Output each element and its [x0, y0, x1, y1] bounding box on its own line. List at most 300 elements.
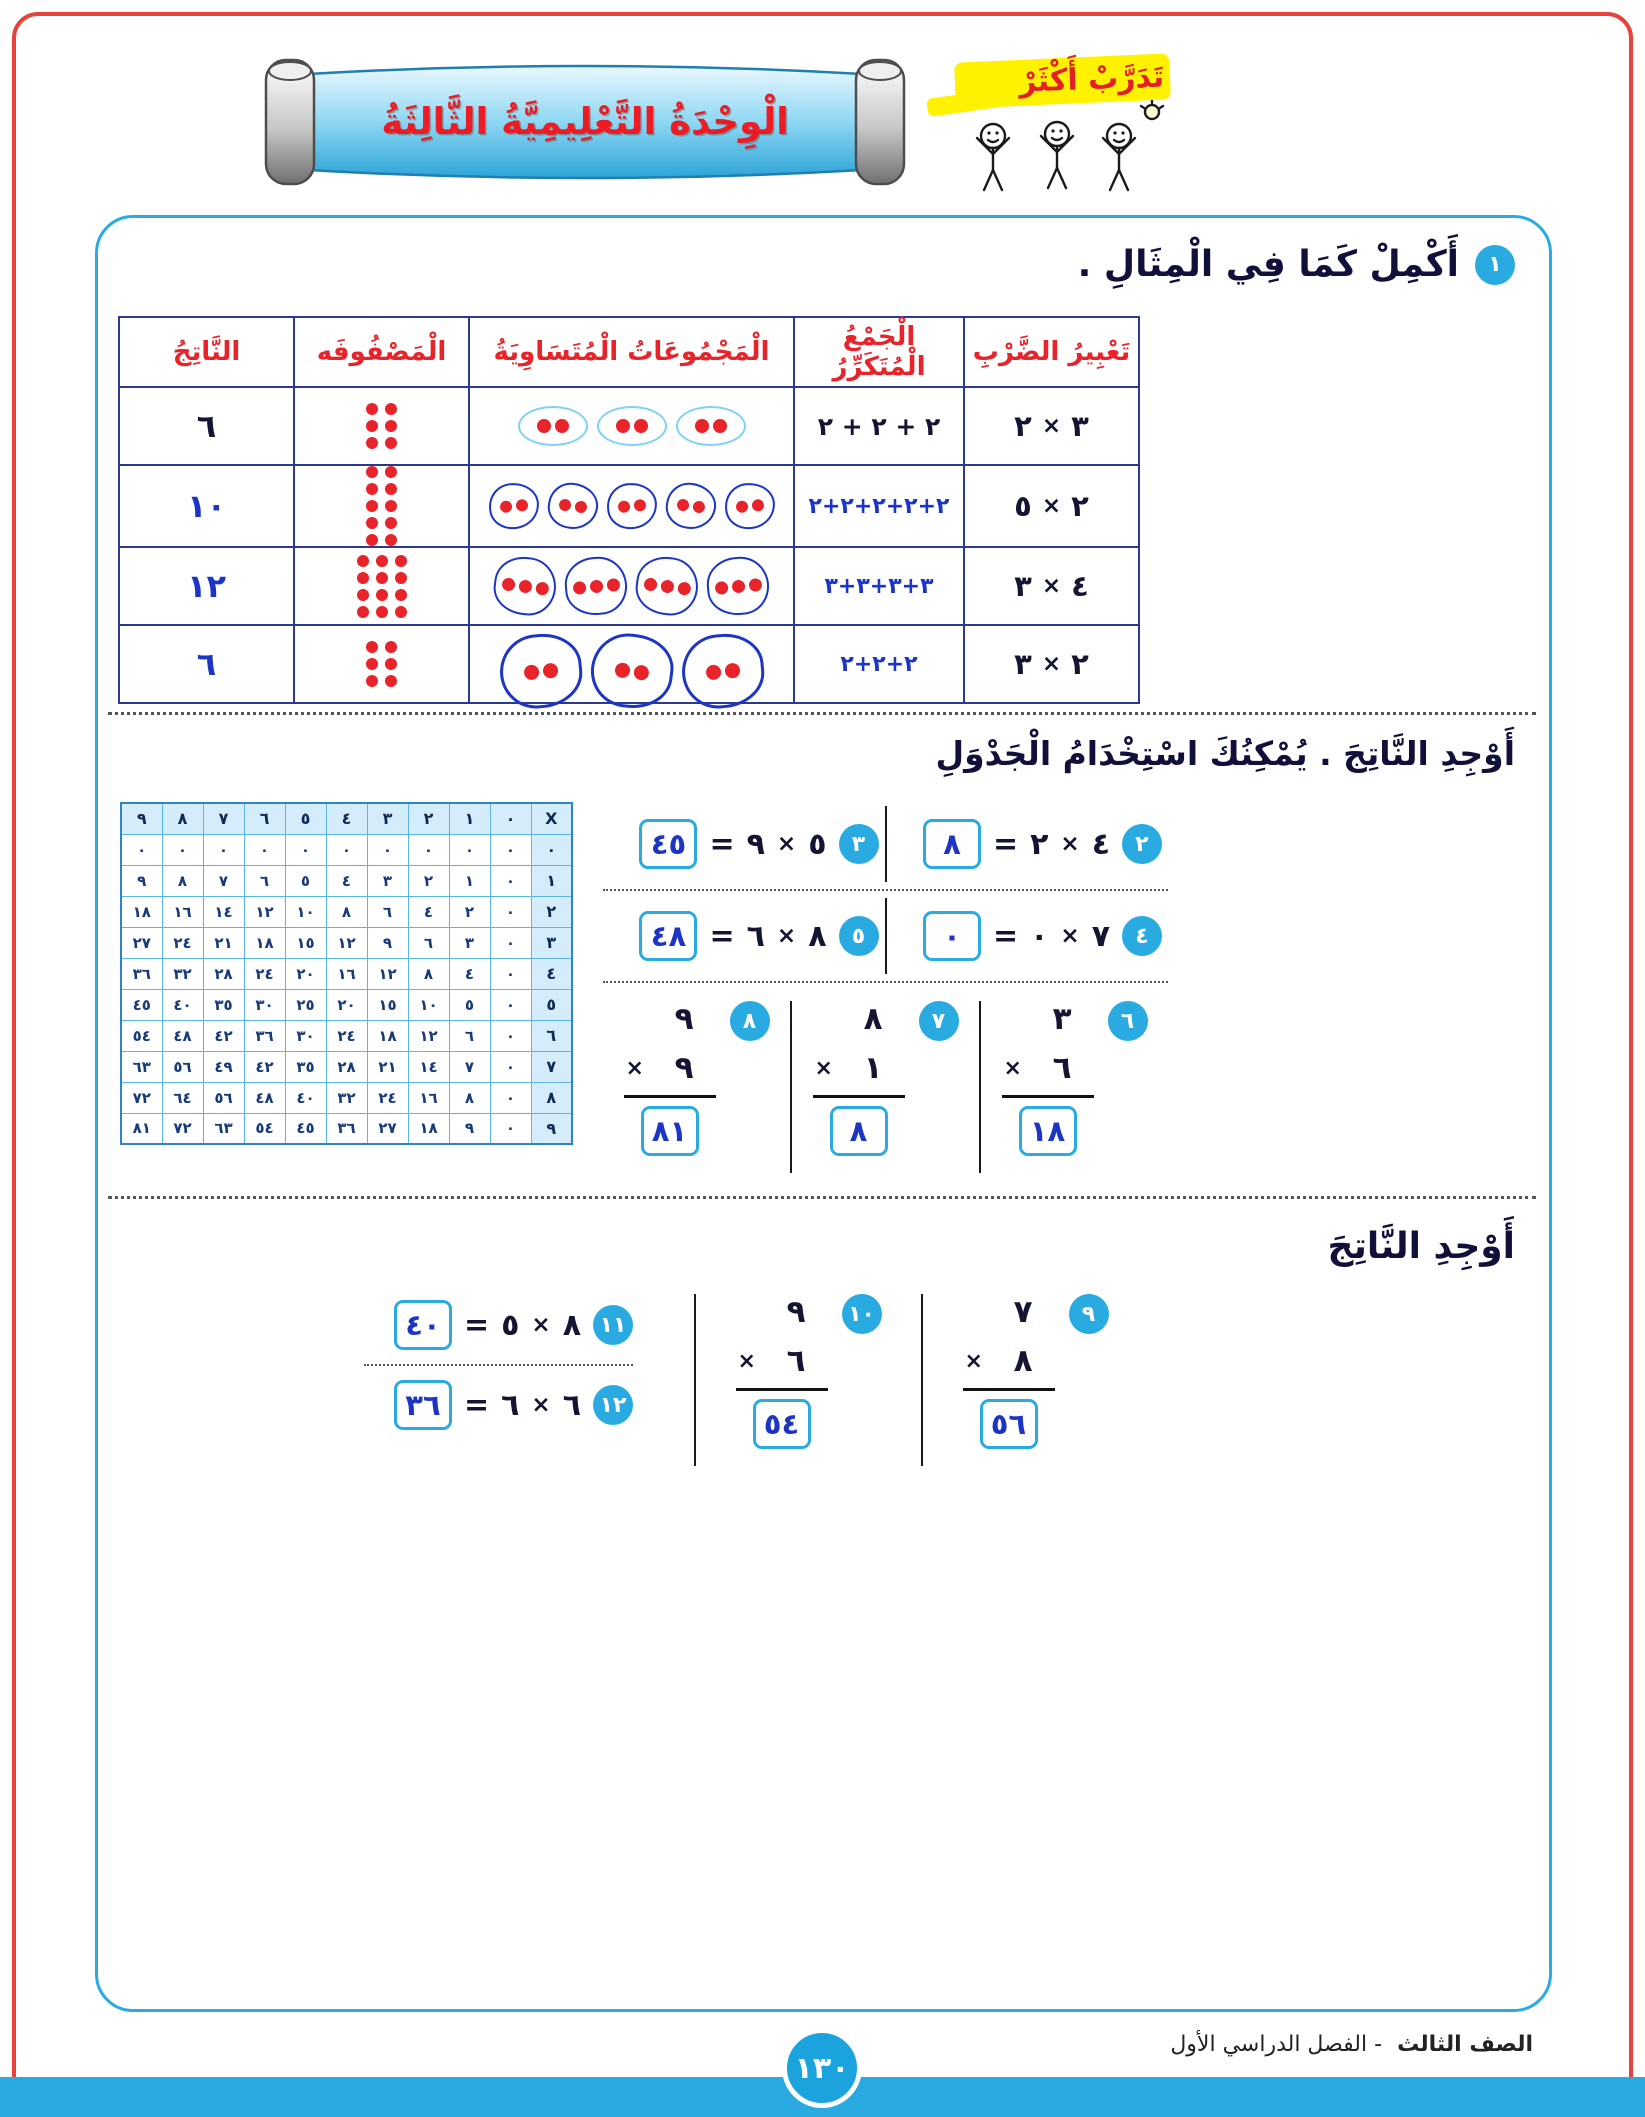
product-cell: ٢٨ [326, 1051, 367, 1082]
result-line [1002, 1095, 1094, 1098]
dot [385, 466, 397, 478]
product-cell: ١٨ [121, 896, 162, 927]
dot [385, 437, 397, 449]
problems-row-1 [603, 800, 1168, 888]
footer-term: - الفصل الدراسي الأول [1170, 2032, 1383, 2057]
product-cell: ٠ [408, 834, 449, 865]
right-operand: ٢ [1071, 489, 1089, 523]
problem-number-badge: ٥ [839, 916, 879, 956]
product-cell: ٠ [490, 896, 531, 927]
row-header: ٢ [531, 896, 572, 927]
product-cell: ٤٥ [121, 989, 162, 1020]
column-header: ٠ [490, 803, 531, 834]
multiplication-expression [965, 569, 1138, 603]
first-operand: ٧ [1091, 918, 1110, 954]
dot [385, 420, 397, 432]
dot [574, 500, 587, 513]
repeated-addition-value: ٣+٣+٣+٣ [824, 573, 934, 599]
row-header: ٠ [531, 834, 572, 865]
right-operand: ٤ [1071, 569, 1089, 603]
mult-table-row [121, 834, 572, 865]
product-cell: ٢ [449, 896, 490, 927]
group-circle [663, 480, 718, 532]
equals-sign: = [992, 918, 1019, 954]
section1-header [1078, 244, 1515, 285]
product-cell: ٠ [449, 834, 490, 865]
product-cell: ٢٠ [285, 958, 326, 989]
dot [385, 517, 397, 529]
group-circle [487, 481, 541, 531]
product-cell: ٢٤ [367, 1082, 408, 1113]
group-circle [723, 481, 777, 531]
left-operand: ٥ [1014, 489, 1032, 523]
row-header: ٧ [531, 1051, 572, 1082]
mult-table-row [121, 989, 572, 1020]
dotted-separator [108, 712, 1536, 715]
divider-line [979, 1001, 981, 1173]
answer-box[interactable] [980, 1399, 1038, 1449]
answer-box[interactable] [830, 1106, 888, 1156]
product-cell: ٩ [367, 927, 408, 958]
footer-grade: الصف الثالث [1397, 2032, 1533, 2057]
dot [357, 555, 369, 567]
bottom-operand: ٩ [674, 1050, 694, 1086]
dot [633, 499, 646, 512]
product-cell: ٠ [326, 834, 367, 865]
dot [366, 437, 378, 449]
repeated-addition-cell [794, 387, 964, 465]
section2-problems [603, 800, 1168, 1179]
answer-box[interactable] [394, 1380, 452, 1430]
vertical-problem [603, 997, 790, 1156]
product-cell: ٤٨ [162, 1020, 203, 1051]
row-header: ١ [531, 865, 572, 896]
second-operand: ٩ [746, 826, 765, 862]
product-cell: ١٦ [162, 896, 203, 927]
answer-box[interactable] [639, 911, 697, 961]
row-header: ٦ [531, 1020, 572, 1051]
row-header: ٤ [531, 958, 572, 989]
times-sign: × [531, 1392, 551, 1418]
group-circle [676, 406, 746, 446]
top-operand: ٩ [786, 1294, 806, 1330]
right-operand: ٣ [1071, 409, 1089, 443]
dot [555, 419, 569, 433]
dot [385, 483, 397, 495]
group-circle [563, 554, 630, 617]
product-cell: ٣٥ [285, 1051, 326, 1082]
product-cell: ٣٢ [162, 958, 203, 989]
answer-box[interactable] [394, 1300, 452, 1350]
dot [705, 664, 721, 680]
equal-groups-cell[interactable] [469, 465, 794, 547]
dot-array [295, 555, 468, 618]
column-header: ٦ [244, 803, 285, 834]
mult-table-row [121, 958, 572, 989]
product-cell: ١٢ [367, 958, 408, 989]
problem-number-badge: ٧ [919, 1001, 959, 1041]
product-cell: ٤٠ [162, 989, 203, 1020]
column-header: ٨ [162, 803, 203, 834]
divider-line [790, 1001, 792, 1173]
section3-problems [348, 1290, 1148, 1476]
first-operand: ٦ [562, 1387, 581, 1423]
dot [395, 606, 407, 618]
dot [515, 499, 528, 512]
array-cell[interactable] [294, 625, 469, 703]
product-cell: ١٠ [408, 989, 449, 1020]
product-cell: ٣٦ [326, 1113, 367, 1144]
page-number-badge: ١٣٠ [782, 2028, 862, 2108]
dot [589, 579, 603, 593]
product-cell: ٣٦ [244, 1020, 285, 1051]
section1-title: أَكْمِلْ كَمَا فِي الْمِثَالِ . [1077, 244, 1459, 285]
dot [385, 658, 397, 670]
result-cell[interactable] [119, 465, 294, 547]
result-value: ١٠ [186, 487, 227, 525]
product-cell: ١٤ [203, 896, 244, 927]
problem-number-badge: ٣ [839, 824, 879, 864]
answer-value: ٨ [849, 1114, 868, 1148]
group-circle [597, 406, 667, 446]
vertical-working [1002, 1001, 1094, 1156]
answer-box[interactable] [923, 911, 981, 961]
answer-box[interactable] [1019, 1106, 1077, 1156]
dot [395, 572, 407, 584]
group-circle [633, 553, 702, 618]
vertical-problem [981, 997, 1168, 1156]
dotted-separator [364, 1364, 633, 1366]
product-cell: ٧٢ [121, 1082, 162, 1113]
dot [606, 577, 620, 591]
product-cell: ٣٥ [203, 989, 244, 1020]
times-sign: × [1041, 493, 1062, 519]
product-cell: ١٥ [285, 927, 326, 958]
mult-table-row [121, 896, 572, 927]
result-value: ٦ [196, 645, 217, 683]
product-cell: ٦٤ [162, 1082, 203, 1113]
horizontal-problem [887, 819, 1169, 869]
dot [731, 579, 745, 593]
times-sign: × [776, 923, 797, 949]
equal-groups-cell [469, 387, 794, 465]
group-circle [605, 481, 659, 531]
product-cell: ٥٤ [244, 1113, 285, 1144]
product-cell: ٤ [326, 865, 367, 896]
answer-value: ٤٠ [405, 1308, 441, 1342]
vertical-problem [792, 997, 979, 1156]
first-operand: ٤ [1091, 826, 1110, 862]
dot [385, 534, 397, 546]
unit-title: الْوِحْدَةُ التَّعْلِيمِيَّةُ الثَّالِثَةُ [381, 99, 789, 143]
result-cell[interactable] [119, 547, 294, 625]
answer-box[interactable] [641, 1106, 699, 1156]
row-header: ٥ [531, 989, 572, 1020]
times-sign: × [1041, 651, 1062, 677]
product-cell: ٠ [490, 1020, 531, 1051]
dot [366, 500, 378, 512]
bottom-operand: ١ [863, 1050, 883, 1086]
multiplier-row [813, 1045, 905, 1091]
multiplier-row [736, 1338, 828, 1384]
dot [724, 662, 740, 678]
table-row [119, 465, 1139, 547]
answer-box[interactable] [923, 819, 981, 869]
repeated-addition-cell[interactable] [794, 547, 964, 625]
times-sign: × [1003, 1055, 1022, 1081]
product-cell: ٦ [408, 927, 449, 958]
product-cell: ٢٧ [121, 927, 162, 958]
multiplier-row [963, 1338, 1055, 1384]
product-cell: ٠ [244, 834, 285, 865]
product-cell: ٨١ [121, 1113, 162, 1144]
horizontal-problem [358, 1294, 639, 1356]
array-cell[interactable] [294, 547, 469, 625]
mult-table-row [121, 865, 572, 896]
product-cell: ٤٨ [244, 1082, 285, 1113]
problem-number-badge: ٤ [1122, 916, 1162, 956]
divider-line [885, 898, 887, 974]
first-operand: ٨ [808, 918, 827, 954]
vertical-working [736, 1294, 828, 1476]
column-header: النَّاتِجُ [119, 317, 294, 387]
section2-title: أَوْجِدِ النَّاتِجَ . يُمْكِنُكَ اسْتِخْدَامُ الْجَدْوَلِ [935, 734, 1515, 773]
problem-number-badge: ١١ [593, 1305, 633, 1345]
problem-number-badge: ٦ [1108, 1001, 1148, 1041]
repeated-addition-value: ٢ + ٢ + ٢ [817, 411, 941, 441]
answer-value: ٨١ [651, 1114, 688, 1148]
table-row [119, 625, 1139, 703]
multiplication-expression-cell [964, 387, 1139, 465]
bottom-operand: ٦ [786, 1343, 806, 1379]
times-sign: × [1060, 831, 1080, 857]
result-line [624, 1095, 716, 1098]
group-circle [586, 629, 676, 712]
equal-groups [470, 557, 793, 615]
times-sign: × [737, 1348, 756, 1374]
dot [735, 500, 748, 513]
result-line [813, 1095, 905, 1098]
times-sign: × [1060, 923, 1080, 949]
horizontal-problem [358, 1374, 639, 1436]
multiplier-row [624, 1045, 716, 1091]
result-line [736, 1388, 828, 1391]
product-cell: ٠ [490, 1113, 531, 1144]
dot [376, 606, 388, 618]
column-header: ٢ [408, 803, 449, 834]
dot [518, 579, 532, 593]
repeated-addition-cell[interactable] [794, 465, 964, 547]
product-cell: ٠ [490, 834, 531, 865]
dot [748, 577, 762, 591]
divider-line [694, 1294, 696, 1466]
product-cell: ٠ [490, 1082, 531, 1113]
top-operand: ٨ [863, 1001, 883, 1037]
multiplication-expression [965, 409, 1138, 443]
problems-row-3 [603, 997, 1168, 1179]
horizontal-problem [887, 911, 1169, 961]
problems-stack [348, 1290, 694, 1476]
dot [751, 499, 764, 512]
dot [660, 579, 674, 593]
product-cell: ١٢ [408, 1020, 449, 1051]
dot [677, 581, 691, 595]
dot [366, 483, 378, 495]
product-cell: ٢٠ [326, 989, 367, 1020]
table-row [119, 387, 1139, 465]
result-value: ٦ [196, 407, 217, 445]
mult-table-row [121, 1113, 572, 1144]
divider-line [885, 806, 887, 882]
group-circle [496, 631, 584, 712]
top-operand: ٩ [674, 1001, 694, 1037]
dot [376, 555, 388, 567]
dot [572, 580, 586, 594]
dot [366, 517, 378, 529]
section2-header [935, 734, 1515, 773]
array-cell [294, 387, 469, 465]
multiplier-row [1002, 1045, 1094, 1091]
array-cell[interactable] [294, 465, 469, 547]
dot [692, 500, 705, 513]
worksheet-frame [95, 215, 1552, 2012]
dot [366, 658, 378, 670]
product-cell: ٩ [449, 1113, 490, 1144]
product-cell: ١٠ [285, 896, 326, 927]
answer-box[interactable] [639, 819, 697, 869]
dot [535, 581, 549, 595]
row-header: ٩ [531, 1113, 572, 1144]
unit-banner [250, 50, 920, 192]
dot [366, 675, 378, 687]
equal-groups [470, 634, 793, 708]
column-header: ١ [449, 803, 490, 834]
product-cell: ١٦ [326, 958, 367, 989]
column-header: تَعْبِيرُ الضَّرْبِ [964, 317, 1139, 387]
product-cell: ٤٩ [203, 1051, 244, 1082]
answer-value: ٥٤ [763, 1407, 800, 1441]
answer-value: ٨ [943, 827, 961, 861]
column-header: الْمَجْمُوعَاتُ الْمُتَسَاوِيَةُ [469, 317, 794, 387]
dot [558, 498, 571, 511]
answer-box[interactable] [753, 1399, 811, 1449]
vertical-working [963, 1294, 1055, 1476]
multiplication-reference-table [120, 802, 573, 1145]
product-cell: ٢٧ [367, 1113, 408, 1144]
dot [357, 606, 369, 618]
section1-number-badge: ١ [1475, 245, 1515, 285]
product-cell: ٠ [490, 927, 531, 958]
equal-groups-cell[interactable] [469, 547, 794, 625]
group-circle [518, 406, 588, 446]
product-cell: ٠ [490, 1051, 531, 1082]
dot [714, 580, 728, 594]
column-header: الْجَمْعُ الْمُتَكَرِّرُ [794, 317, 964, 387]
second-operand: ٦ [501, 1387, 520, 1423]
bottom-operand: ٨ [1013, 1343, 1033, 1379]
product-cell: ٣٢ [326, 1082, 367, 1113]
column-header: ٧ [203, 803, 244, 834]
product-cell: ١٨ [244, 927, 285, 958]
column-header: الْمَصْفُوفَه [294, 317, 469, 387]
product-cell: ١٤ [408, 1051, 449, 1082]
product-cell: ٤ [449, 958, 490, 989]
left-operand: ٢ [1014, 409, 1032, 443]
product-cell: ١٦ [408, 1082, 449, 1113]
dot [695, 419, 709, 433]
product-cell: ٥٦ [203, 1082, 244, 1113]
product-cell: ٨ [162, 865, 203, 896]
first-operand: ٥ [808, 826, 827, 862]
group-circle [491, 553, 560, 618]
equal-groups [470, 483, 793, 529]
product-cell: ٤٥ [285, 1113, 326, 1144]
answer-value: ٣٦ [405, 1388, 441, 1422]
product-cell: ٢٨ [203, 958, 244, 989]
repeated-addition-value: ٢+٢+٢+٢+٢ [808, 493, 950, 519]
multiplication-expression [965, 489, 1138, 523]
second-operand: ٢ [1030, 826, 1049, 862]
dot [616, 419, 630, 433]
problem-number-badge: ٨ [730, 1001, 770, 1041]
equals-sign: = [709, 918, 735, 954]
equals-sign: = [463, 1387, 490, 1423]
mult-table-row [121, 927, 572, 958]
dot [385, 500, 397, 512]
product-cell: ٦ [244, 865, 285, 896]
product-cell: ٨ [326, 896, 367, 927]
product-cell: ٠ [367, 834, 408, 865]
product-cell: ٢٤ [244, 958, 285, 989]
divider-line [921, 1294, 923, 1466]
dotted-separator [108, 1196, 1536, 1199]
product-cell: ٢٤ [326, 1020, 367, 1051]
vertical-working [624, 1001, 716, 1156]
practice-more-label: تَدَرَّبْ أَكْثَرْ [1018, 59, 1165, 100]
repeated-addition-cell[interactable] [794, 625, 964, 703]
equal-groups-cell[interactable] [469, 625, 794, 703]
product-cell: ٢٤ [162, 927, 203, 958]
problem-number-badge: ٢ [1122, 824, 1162, 864]
product-cell: ٤٠ [285, 1082, 326, 1113]
row-header: ٨ [531, 1082, 572, 1113]
section3-header [1327, 1226, 1515, 1267]
practice-more-note [925, 48, 1180, 200]
product-cell: ١٢ [244, 896, 285, 927]
dot [366, 420, 378, 432]
product-cell: ٨ [408, 958, 449, 989]
column-header: ٩ [121, 803, 162, 834]
table-row [119, 547, 1139, 625]
result-cell[interactable] [119, 625, 294, 703]
group-circle [705, 554, 772, 617]
dot [366, 466, 378, 478]
product-cell: ٠ [203, 834, 244, 865]
product-cell: ١٥ [367, 989, 408, 1020]
product-cell: ٦٣ [121, 1051, 162, 1082]
second-operand: ٥ [501, 1307, 520, 1343]
product-cell: ٥٦ [162, 1051, 203, 1082]
times-sign: × [531, 1312, 551, 1338]
dot [633, 664, 650, 681]
column-header: ٥ [285, 803, 326, 834]
product-cell: ٥٤ [121, 1020, 162, 1051]
product-cell: ٠ [162, 834, 203, 865]
column-header: ٤ [326, 803, 367, 834]
vertical-problem [696, 1290, 921, 1476]
repeated-addition-value: ٢+٢+٢ [840, 651, 918, 677]
product-cell: ٠ [490, 958, 531, 989]
